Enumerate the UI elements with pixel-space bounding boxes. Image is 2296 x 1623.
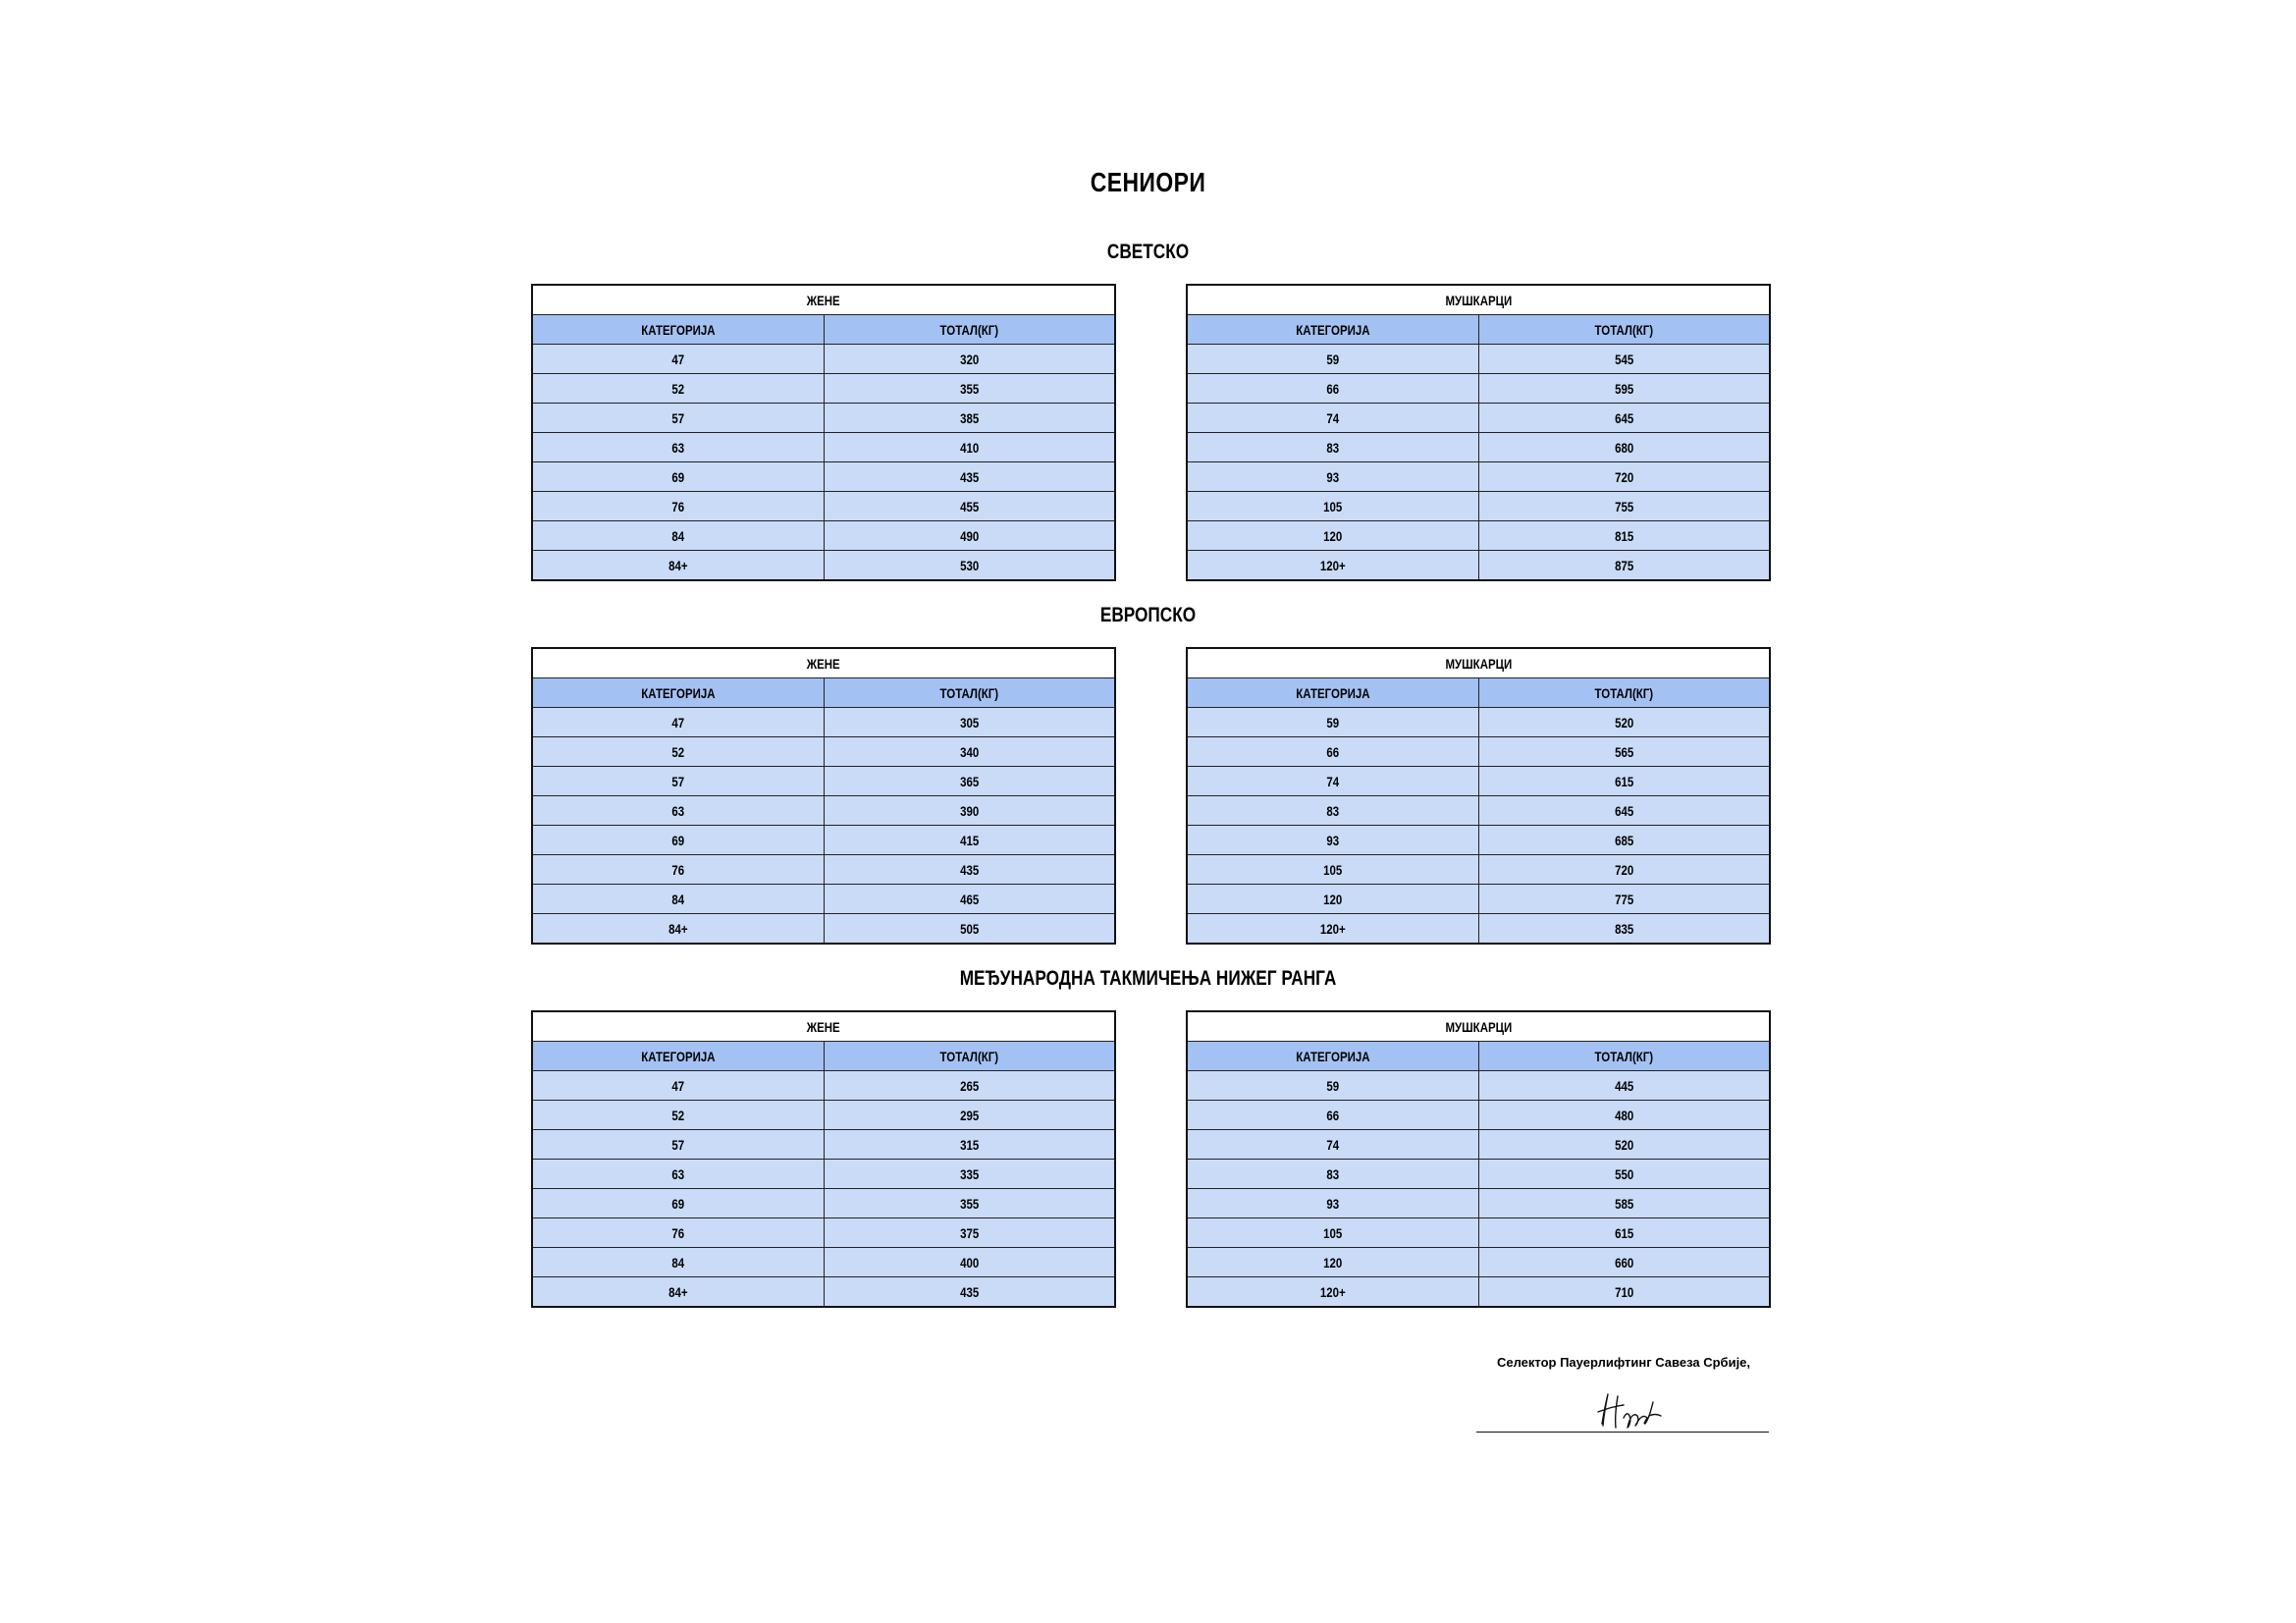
category-cell: 84+ (532, 1277, 824, 1308)
table-row (1187, 521, 1770, 551)
total-cell: 815 (1478, 521, 1770, 551)
total-cell: 315 (824, 1130, 1115, 1160)
category-cell: 52 (532, 374, 824, 404)
category-cell: 74 (1187, 767, 1478, 796)
category-cell: 84+ (532, 551, 824, 581)
total-cell: 355 (824, 374, 1115, 404)
handwritten-signature (1594, 1388, 1665, 1432)
table-row (1187, 1248, 1770, 1277)
total-cell: 490 (824, 521, 1115, 551)
total-cell: 710 (1478, 1277, 1770, 1308)
table-row (532, 345, 1115, 374)
category-cell: 120 (1187, 1248, 1478, 1277)
table-row (532, 826, 1115, 855)
total-cell: 445 (1478, 1071, 1770, 1101)
group-header-men: МУШКАРЦИ (1187, 1011, 1770, 1042)
table-european-women (531, 647, 1116, 945)
table-row (1187, 492, 1770, 521)
category-cell: 93 (1187, 1189, 1478, 1218)
total-cell: 435 (824, 1277, 1115, 1308)
total-cell: 480 (1478, 1101, 1770, 1130)
total-cell: 545 (1478, 345, 1770, 374)
category-cell: 52 (532, 1101, 824, 1130)
table-row (532, 1160, 1115, 1189)
total-cell: 775 (1478, 885, 1770, 914)
total-cell: 520 (1478, 1130, 1770, 1160)
table-row (1187, 374, 1770, 404)
total-cell: 550 (1478, 1160, 1770, 1189)
category-cell: 105 (1187, 1218, 1478, 1248)
total-cell: 340 (824, 737, 1115, 767)
table-row (532, 404, 1115, 433)
total-cell: 720 (1478, 855, 1770, 885)
total-cell: 530 (824, 551, 1115, 581)
category-cell: 74 (1187, 1130, 1478, 1160)
total-cell: 375 (824, 1218, 1115, 1248)
table-row (532, 1248, 1115, 1277)
total-cell: 400 (824, 1248, 1115, 1277)
column-header-category: КАТЕГОРИЈА (1187, 1042, 1478, 1071)
category-cell: 84+ (532, 914, 824, 945)
signature-caption: Селектор Пауерлифтинг Савеза Србије, (1496, 1355, 1751, 1370)
total-cell: 320 (824, 345, 1115, 374)
total-cell: 565 (1478, 737, 1770, 767)
column-header-category: КАТЕГОРИЈА (1187, 678, 1478, 708)
total-cell: 660 (1478, 1248, 1770, 1277)
category-cell: 83 (1187, 1160, 1478, 1189)
table-row (532, 1218, 1115, 1248)
category-cell: 66 (1187, 737, 1478, 767)
table-row (1187, 404, 1770, 433)
category-cell: 83 (1187, 433, 1478, 462)
table-row (532, 914, 1115, 945)
category-cell: 105 (1187, 492, 1478, 521)
total-cell: 755 (1478, 492, 1770, 521)
table-row (1187, 433, 1770, 462)
table-row (1187, 796, 1770, 826)
table-row (1187, 1277, 1770, 1308)
signature-line (1476, 1432, 1769, 1433)
table-row (1187, 1071, 1770, 1101)
table-row (1187, 1189, 1770, 1218)
category-cell: 93 (1187, 826, 1478, 855)
total-cell: 415 (824, 826, 1115, 855)
total-cell: 335 (824, 1160, 1115, 1189)
column-header-category: КАТЕГОРИЈА (532, 678, 824, 708)
column-header-total: ТОТАЛ(КГ) (824, 315, 1115, 345)
table-row (532, 551, 1115, 581)
table-world-women (531, 284, 1116, 581)
total-cell: 365 (824, 767, 1115, 796)
category-cell: 120+ (1187, 914, 1478, 945)
table-row (1187, 737, 1770, 767)
column-header-category: КАТЕГОРИЈА (1187, 315, 1478, 345)
total-cell: 835 (1478, 914, 1770, 945)
section-title-world: СВЕТСКО (1106, 241, 1190, 263)
table-row (1187, 826, 1770, 855)
category-cell: 120 (1187, 521, 1478, 551)
total-cell: 505 (824, 914, 1115, 945)
group-header-women: ЖЕНЕ (532, 285, 1115, 315)
table-row (532, 767, 1115, 796)
table-row (532, 1101, 1115, 1130)
category-cell: 84 (532, 1248, 824, 1277)
total-cell: 680 (1478, 433, 1770, 462)
table-world-men (1186, 284, 1771, 581)
total-cell: 355 (824, 1189, 1115, 1218)
signature-block (1476, 1355, 1771, 1370)
table-row (1187, 551, 1770, 581)
total-cell: 595 (1478, 374, 1770, 404)
category-cell: 66 (1187, 1101, 1478, 1130)
table-european-men (1186, 647, 1771, 945)
category-cell: 93 (1187, 462, 1478, 492)
table-row (532, 1277, 1115, 1308)
page-title: СЕНИОРИ (1090, 167, 1206, 197)
table-row (1187, 708, 1770, 737)
category-cell: 69 (532, 462, 824, 492)
category-cell: 84 (532, 521, 824, 551)
column-header-category: КАТЕГОРИЈА (532, 1042, 824, 1071)
column-header-total: ТОТАЛ(КГ) (1478, 678, 1770, 708)
category-cell: 52 (532, 737, 824, 767)
category-cell: 47 (532, 1071, 824, 1101)
column-header-total: ТОТАЛ(КГ) (824, 678, 1115, 708)
table-international-men (1186, 1010, 1771, 1308)
table-row (1187, 855, 1770, 885)
total-cell: 305 (824, 708, 1115, 737)
table-row (532, 492, 1115, 521)
category-cell: 84 (532, 885, 824, 914)
total-cell: 685 (1478, 826, 1770, 855)
total-cell: 645 (1478, 796, 1770, 826)
total-cell: 385 (824, 404, 1115, 433)
table-row (532, 708, 1115, 737)
total-cell: 615 (1478, 767, 1770, 796)
total-cell: 295 (824, 1101, 1115, 1130)
table-row (1187, 914, 1770, 945)
category-cell: 59 (1187, 345, 1478, 374)
table-row (532, 374, 1115, 404)
table-row (532, 521, 1115, 551)
category-cell: 120+ (1187, 1277, 1478, 1308)
table-row (1187, 1218, 1770, 1248)
table-row (1187, 1160, 1770, 1189)
category-cell: 76 (532, 492, 824, 521)
table-row (532, 1189, 1115, 1218)
group-header-men: МУШКАРЦИ (1187, 285, 1770, 315)
table-row (532, 433, 1115, 462)
category-cell: 76 (532, 1218, 824, 1248)
table-row (532, 1130, 1115, 1160)
column-header-category: КАТЕГОРИЈА (532, 315, 824, 345)
category-cell: 66 (1187, 374, 1478, 404)
category-cell: 47 (532, 345, 824, 374)
table-row (532, 796, 1115, 826)
category-cell: 120 (1187, 885, 1478, 914)
total-cell: 455 (824, 492, 1115, 521)
group-header-women: ЖЕНЕ (532, 648, 1115, 678)
total-cell: 265 (824, 1071, 1115, 1101)
table-international-women (531, 1010, 1116, 1308)
table-row (1187, 885, 1770, 914)
table-row (1187, 462, 1770, 492)
total-cell: 720 (1478, 462, 1770, 492)
table-row (1187, 345, 1770, 374)
table-row (532, 737, 1115, 767)
table-row (1187, 767, 1770, 796)
total-cell: 435 (824, 462, 1115, 492)
table-row (532, 462, 1115, 492)
category-cell: 47 (532, 708, 824, 737)
category-cell: 63 (532, 433, 824, 462)
table-row (532, 885, 1115, 914)
category-cell: 74 (1187, 404, 1478, 433)
table-row (532, 1071, 1115, 1101)
category-cell: 69 (532, 1189, 824, 1218)
column-header-total: ТОТАЛ(КГ) (1478, 315, 1770, 345)
total-cell: 410 (824, 433, 1115, 462)
category-cell: 63 (532, 796, 824, 826)
total-cell: 465 (824, 885, 1115, 914)
table-row (1187, 1130, 1770, 1160)
section-title-international-lower-rank: МЕЂУНАРОДНА ТАКМИЧЕЊА НИЖЕГ РАНГА (959, 967, 1337, 990)
total-cell: 585 (1478, 1189, 1770, 1218)
total-cell: 520 (1478, 708, 1770, 737)
column-header-total: ТОТАЛ(КГ) (1478, 1042, 1770, 1071)
total-cell: 390 (824, 796, 1115, 826)
category-cell: 76 (532, 855, 824, 885)
category-cell: 120+ (1187, 551, 1478, 581)
category-cell: 63 (532, 1160, 824, 1189)
category-cell: 57 (532, 404, 824, 433)
category-cell: 57 (532, 767, 824, 796)
table-row (532, 855, 1115, 885)
category-cell: 57 (532, 1130, 824, 1160)
table-row (1187, 1101, 1770, 1130)
total-cell: 645 (1478, 404, 1770, 433)
category-cell: 83 (1187, 796, 1478, 826)
category-cell: 59 (1187, 1071, 1478, 1101)
section-title-european: ЕВРОПСКО (1099, 604, 1197, 626)
group-header-men: МУШКАРЦИ (1187, 648, 1770, 678)
category-cell: 105 (1187, 855, 1478, 885)
category-cell: 69 (532, 826, 824, 855)
total-cell: 615 (1478, 1218, 1770, 1248)
group-header-women: ЖЕНЕ (532, 1011, 1115, 1042)
column-header-total: ТОТАЛ(КГ) (824, 1042, 1115, 1071)
category-cell: 59 (1187, 708, 1478, 737)
total-cell: 435 (824, 855, 1115, 885)
total-cell: 875 (1478, 551, 1770, 581)
